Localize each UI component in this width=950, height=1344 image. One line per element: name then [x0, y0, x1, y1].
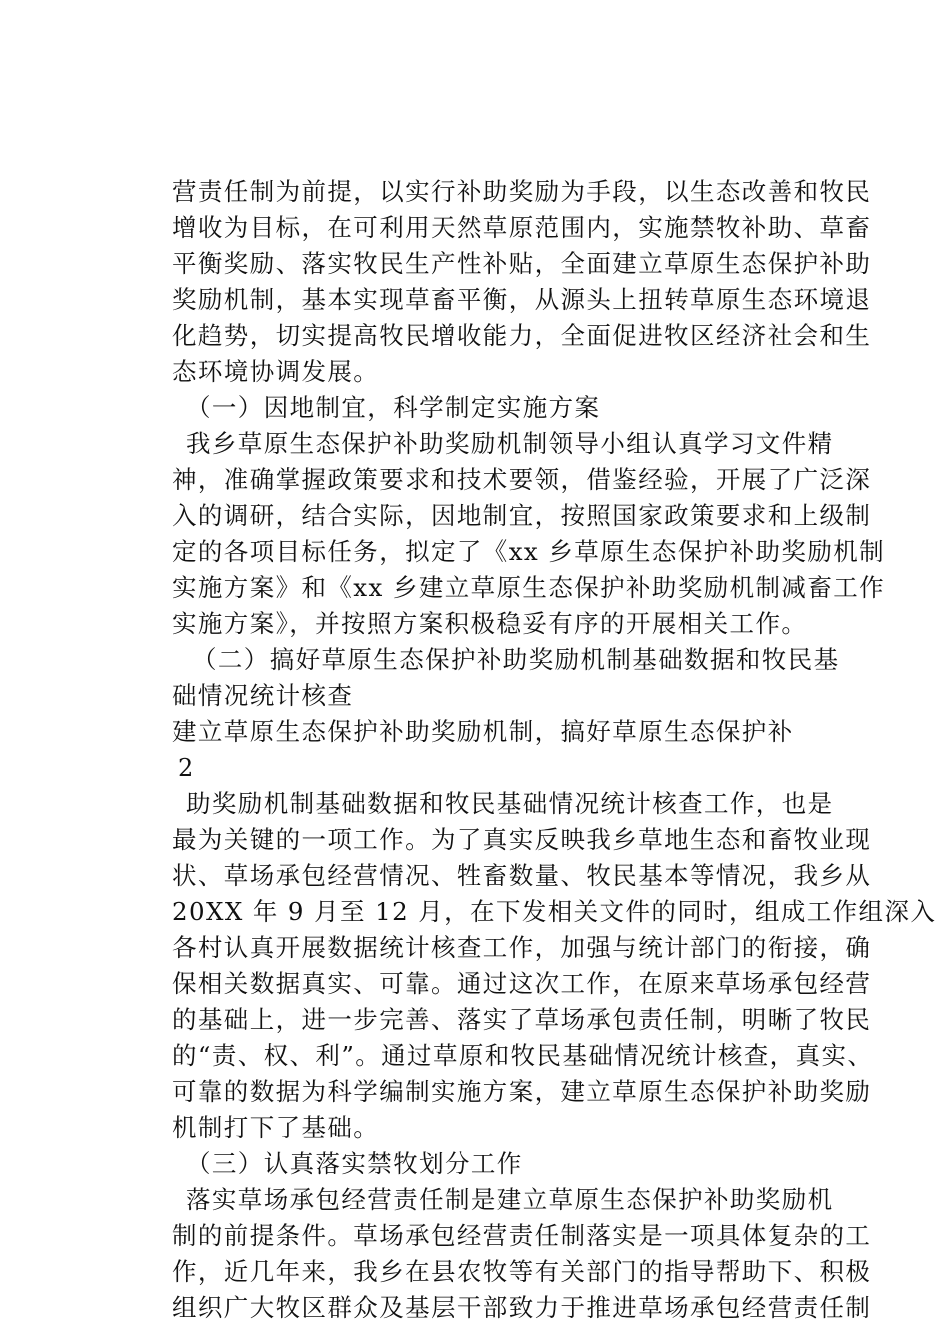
section-heading: （一）因地制宜，科学制定实施方案 [186, 393, 601, 422]
text-line: 最为关键的一项工作。为了真实反映我乡草地生态和畜牧业现 [172, 825, 872, 854]
text-line: 制的前提条件。草场承包经营责任制落实是一项具体复杂的工 [172, 1221, 872, 1250]
text-line: 可靠的数据为科学编制实施方案，建立草原生态保护补助奖励 [172, 1077, 872, 1106]
text-line: 入的调研，结合实际，因地制宜，按照国家政策要求和上级制 [172, 501, 872, 530]
text-line: 落实草场承包经营责任制是建立草原生态保护补助奖励机 [186, 1185, 834, 1214]
text-line: 态环境协调发展。 [172, 357, 380, 386]
text-line: 的“责、权、利”。通过草原和牧民基础情况统计核查，真实、 [172, 1041, 874, 1070]
text-line: 建立草原生态保护补助奖励机制，搞好草原生态保护补 [172, 717, 794, 746]
text-line: 础情况统计核查 [172, 681, 354, 710]
text-line: 各村认真开展数据统计核查工作，加强与统计部门的衔接，确 [172, 933, 872, 962]
text-line: 作，近几年来，我乡在县农牧等有关部门的指导帮助下、积极 [172, 1257, 872, 1286]
section-heading: （三）认真落实禁牧划分工作 [186, 1149, 523, 1178]
text-line: 状、草场承包经营情况、牲畜数量、牧民基本等情况，我乡从 [172, 861, 872, 890]
page-number-marker: 2 [178, 754, 195, 782]
text-line: 化趋势，切实提高牧民增收能力，全面促进牧区经济社会和生 [172, 321, 872, 350]
text-line: 组织广大牧区群众及基层干部致力于推进草场承包经营责任制 [172, 1293, 872, 1322]
text-line: 营责任制为前提，以实行补助奖励为手段，以生态改善和牧民 [172, 177, 872, 206]
text-line: 的基础上，进一步完善、落实了草场承包责任制，明晰了牧民 [172, 1005, 872, 1034]
text-line: 实施方案》，并按照方案积极稳妥有序的开展相关工作。 [172, 609, 808, 638]
text-line: 助奖励机制基础数据和牧民基础情况统计核查工作，也是 [186, 789, 834, 818]
text-line: 实施方案》和《xx 乡建立草原生态保护补助奖励机制减畜工作 [172, 573, 886, 602]
text-line: 保相关数据真实、可靠。通过这次工作，在原来草场承包经营 [172, 969, 872, 998]
text-line: 机制打下了基础。 [172, 1113, 380, 1142]
text-line: 平衡奖励、落实牧民生产性补贴，全面建立草原生态保护补助 [172, 249, 872, 278]
text-line: 神，准确掌握政策要求和技术要领，借鉴经验，开展了广泛深 [172, 465, 872, 494]
text-line: 定的各项目标任务，拟定了《xx 乡草原生态保护补助奖励机制 [172, 537, 886, 566]
text-line: 20XX 年 9 月至 12 月，在下发相关文件的同时，组成工作组深入 [172, 897, 937, 926]
text-line: 我乡草原生态保护补助奖励机制领导小组认真学习文件精 [186, 429, 834, 458]
section-heading: （二）搞好草原生态保护补助奖励机制基础数据和牧民基 [192, 645, 840, 674]
text-line: 奖励机制，基本实现草畜平衡，从源头上扭转草原生态环境退 [172, 285, 872, 314]
text-line: 增收为目标，在可利用天然草原范围内，实施禁牧补助、草畜 [172, 213, 872, 242]
